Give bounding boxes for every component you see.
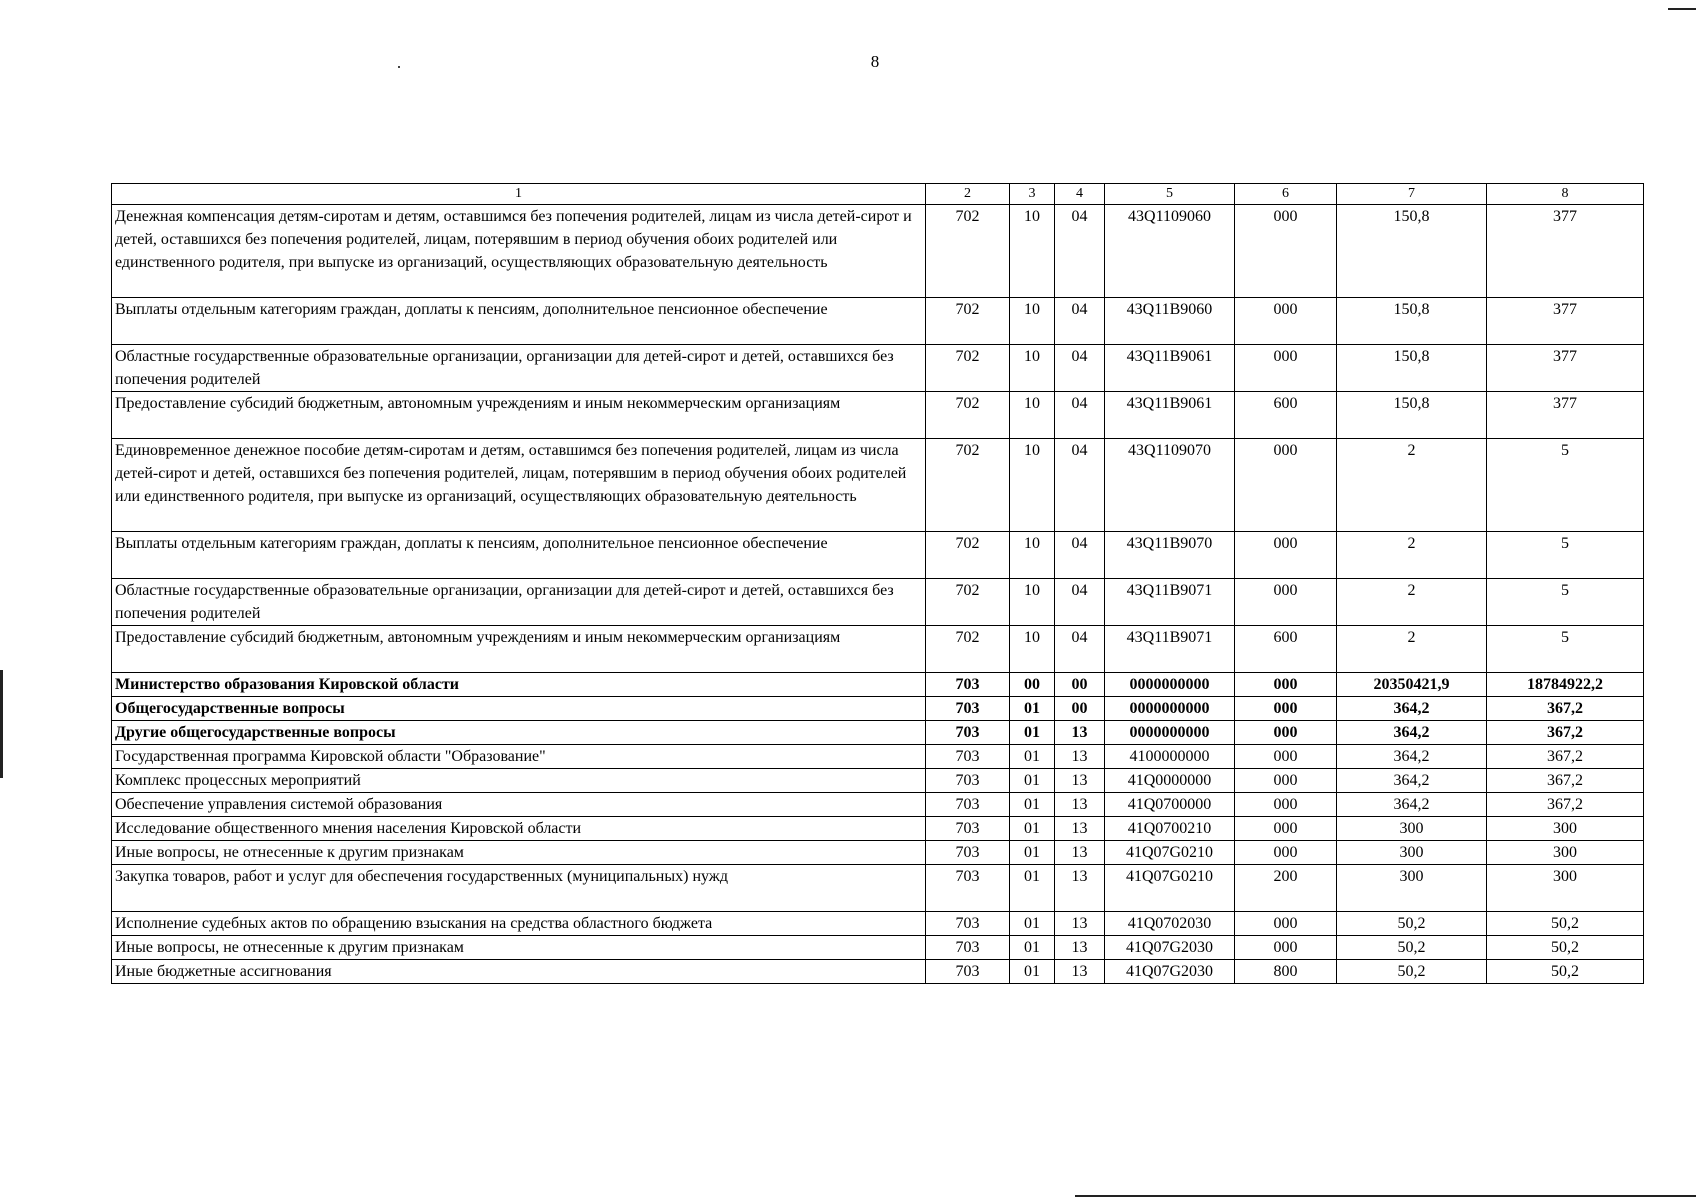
expense-type-cell: 000 (1235, 345, 1337, 392)
code-cell: 703 (926, 960, 1010, 984)
subsection-cell: 04 (1055, 579, 1105, 626)
row-name-cell: Государственная программа Кировской области "Образование" (112, 745, 926, 769)
amount-year2-cell: 300 (1487, 865, 1644, 912)
expense-type-cell: 000 (1235, 697, 1337, 721)
code-cell: 702 (926, 579, 1010, 626)
section-cell: 10 (1010, 205, 1055, 298)
amount-year1-cell: 300 (1337, 841, 1487, 865)
expense-type-cell: 000 (1235, 912, 1337, 936)
code-cell: 702 (926, 205, 1010, 298)
code-cell: 702 (926, 439, 1010, 532)
table-row (112, 936, 1644, 960)
table-row (112, 392, 1644, 439)
header-cell: 2 (926, 184, 1010, 205)
target-article-cell: 0000000000 (1105, 697, 1235, 721)
expense-type-cell: 000 (1235, 298, 1337, 345)
amount-year2-cell: 377 (1487, 298, 1644, 345)
target-article-cell: 41Q0700000 (1105, 793, 1235, 817)
target-article-cell: 43Q1109060 (1105, 205, 1235, 298)
table-row (112, 912, 1644, 936)
subsection-cell: 13 (1055, 721, 1105, 745)
table-row (112, 439, 1644, 532)
amount-year1-cell: 50,2 (1337, 960, 1487, 984)
target-article-cell: 41Q0000000 (1105, 769, 1235, 793)
subsection-cell: 04 (1055, 532, 1105, 579)
section-cell: 10 (1010, 532, 1055, 579)
code-cell: 703 (926, 793, 1010, 817)
amount-year1-cell: 50,2 (1337, 936, 1487, 960)
row-name-cell: Областные государственные образовательные организации, организации для детей-сирот и детей, оставшихся без попечения родителей (112, 345, 926, 392)
table-row (112, 673, 1644, 697)
subsection-cell: 13 (1055, 960, 1105, 984)
row-name-cell: Иные вопросы, не отнесенные к другим признакам (112, 936, 926, 960)
subsection-cell: 00 (1055, 697, 1105, 721)
amount-year1-cell: 2 (1337, 626, 1487, 673)
section-cell: 10 (1010, 298, 1055, 345)
table-row (112, 579, 1644, 626)
section-cell: 01 (1010, 817, 1055, 841)
code-cell: 703 (926, 912, 1010, 936)
section-cell: 10 (1010, 345, 1055, 392)
amount-year1-cell: 364,2 (1337, 721, 1487, 745)
amount-year2-cell: 367,2 (1487, 793, 1644, 817)
row-name-cell: Денежная компенсация детям-сиротам и детям, оставшимся без попечения родителей, лицам из числа детей-сирот и детей, оставшихся без попечения родителей, лицам, потерявшим в период обучения обоих родителей или единственного родителя, при выпуске из организаций, осуществляющих образовательную деятельность (112, 205, 926, 298)
target-article-cell: 0000000000 (1105, 673, 1235, 697)
row-name-cell: Исполнение судебных актов по обращению взыскания на средства областного бюджета (112, 912, 926, 936)
section-cell: 10 (1010, 392, 1055, 439)
subsection-cell: 04 (1055, 205, 1105, 298)
subsection-cell: 13 (1055, 769, 1105, 793)
scan-artifact-corner (1668, 0, 1696, 10)
amount-year2-cell: 50,2 (1487, 960, 1644, 984)
amount-year2-cell: 367,2 (1487, 697, 1644, 721)
target-article-cell: 41Q07G0210 (1105, 841, 1235, 865)
expense-type-cell: 000 (1235, 532, 1337, 579)
target-article-cell: 43Q11B9070 (1105, 532, 1235, 579)
table-row (112, 626, 1644, 673)
row-name-cell: Выплаты отдельным категориям граждан, доплаты к пенсиям, дополнительное пенсионное обеспечение (112, 298, 926, 345)
header-cell: 6 (1235, 184, 1337, 205)
amount-year1-cell: 300 (1337, 817, 1487, 841)
header-cell: 4 (1055, 184, 1105, 205)
table-row (112, 817, 1644, 841)
expense-type-cell: 000 (1235, 745, 1337, 769)
code-cell: 702 (926, 532, 1010, 579)
amount-year1-cell: 2 (1337, 579, 1487, 626)
target-article-cell: 41Q07G2030 (1105, 936, 1235, 960)
subsection-cell: 13 (1055, 745, 1105, 769)
section-cell: 01 (1010, 793, 1055, 817)
amount-year1-cell: 150,8 (1337, 345, 1487, 392)
amount-year2-cell: 300 (1487, 817, 1644, 841)
code-cell: 703 (926, 673, 1010, 697)
amount-year2-cell: 300 (1487, 841, 1644, 865)
expense-type-cell: 000 (1235, 721, 1337, 745)
code-cell: 703 (926, 865, 1010, 912)
row-name-cell: Министерство образования Кировской области (112, 673, 926, 697)
target-article-cell: 43Q11B9071 (1105, 626, 1235, 673)
section-cell: 01 (1010, 769, 1055, 793)
subsection-cell: 13 (1055, 841, 1105, 865)
amount-year1-cell: 300 (1337, 865, 1487, 912)
target-article-cell: 0000000000 (1105, 721, 1235, 745)
amount-year1-cell: 364,2 (1337, 745, 1487, 769)
budget-table (111, 183, 1644, 984)
target-article-cell: 41Q0702030 (1105, 912, 1235, 936)
amount-year2-cell: 5 (1487, 579, 1644, 626)
target-article-cell: 43Q11B9061 (1105, 345, 1235, 392)
expense-type-cell: 000 (1235, 793, 1337, 817)
section-cell: 10 (1010, 439, 1055, 532)
section-cell: 01 (1010, 721, 1055, 745)
section-cell: 01 (1010, 912, 1055, 936)
row-name-cell: Областные государственные образовательные организации, организации для детей-сирот и детей, оставшихся без попечения родителей (112, 579, 926, 626)
row-name-cell: Обеспечение управления системой образования (112, 793, 926, 817)
expense-type-cell: 000 (1235, 673, 1337, 697)
amount-year2-cell: 5 (1487, 626, 1644, 673)
subsection-cell: 13 (1055, 817, 1105, 841)
target-article-cell: 43Q11B9071 (1105, 579, 1235, 626)
amount-year1-cell: 150,8 (1337, 298, 1487, 345)
section-cell: 10 (1010, 579, 1055, 626)
table-body (112, 205, 1644, 984)
code-cell: 703 (926, 936, 1010, 960)
table-row (112, 345, 1644, 392)
target-article-cell: 43Q1109070 (1105, 439, 1235, 532)
subsection-cell: 04 (1055, 392, 1105, 439)
subsection-cell: 13 (1055, 912, 1105, 936)
table-row (112, 865, 1644, 912)
row-name-cell: Общегосударственные вопросы (112, 697, 926, 721)
subsection-cell: 13 (1055, 865, 1105, 912)
target-article-cell: 41Q07G2030 (1105, 960, 1235, 984)
code-cell: 702 (926, 626, 1010, 673)
amount-year2-cell: 50,2 (1487, 912, 1644, 936)
expense-type-cell: 600 (1235, 626, 1337, 673)
header-cell: 1 (112, 184, 926, 205)
header-cell: 7 (1337, 184, 1487, 205)
page-number: 8 (870, 52, 880, 71)
amount-year2-cell: 377 (1487, 345, 1644, 392)
target-article-cell: 4100000000 (1105, 745, 1235, 769)
expense-type-cell: 000 (1235, 205, 1337, 298)
expense-type-cell: 000 (1235, 936, 1337, 960)
amount-year2-cell: 377 (1487, 392, 1644, 439)
code-cell: 703 (926, 769, 1010, 793)
section-cell: 01 (1010, 841, 1055, 865)
row-name-cell: Закупка товаров, работ и услуг для обеспечения государственных (муниципальных) нужд (112, 865, 926, 912)
amount-year2-cell: 5 (1487, 439, 1644, 532)
expense-type-cell: 200 (1235, 865, 1337, 912)
amount-year1-cell: 364,2 (1337, 793, 1487, 817)
header-cell: 8 (1487, 184, 1644, 205)
section-cell: 01 (1010, 865, 1055, 912)
header-cell: 3 (1010, 184, 1055, 205)
amount-year2-cell: 367,2 (1487, 721, 1644, 745)
amount-year1-cell: 364,2 (1337, 697, 1487, 721)
section-cell: 01 (1010, 697, 1055, 721)
code-cell: 703 (926, 841, 1010, 865)
subsection-cell: 04 (1055, 345, 1105, 392)
amount-year1-cell: 50,2 (1337, 912, 1487, 936)
section-cell: 01 (1010, 745, 1055, 769)
amount-year1-cell: 2 (1337, 439, 1487, 532)
table-row (112, 841, 1644, 865)
header-cell: 5 (1105, 184, 1235, 205)
code-cell: 702 (926, 298, 1010, 345)
subsection-cell: 13 (1055, 936, 1105, 960)
row-name-cell: Иные бюджетные ассигнования (112, 960, 926, 984)
code-cell: 702 (926, 392, 1010, 439)
scan-artifact-left-edge (0, 670, 3, 778)
target-article-cell: 41Q07G0210 (1105, 865, 1235, 912)
subsection-cell: 13 (1055, 793, 1105, 817)
amount-year2-cell: 18784922,2 (1487, 673, 1644, 697)
scan-artifact-bottom-line (1075, 1195, 1696, 1197)
row-name-cell: Предоставление субсидий бюджетным, автономным учреждениям и иным некоммерческим организациям (112, 626, 926, 673)
expense-type-cell: 000 (1235, 817, 1337, 841)
section-cell: 01 (1010, 960, 1055, 984)
scan-artifact-dot (398, 66, 400, 68)
row-name-cell: Единовременное денежное пособие детям-сиротам и детям, оставшимся без попечения родителей, лицам из числа детей-сирот и детей, оставшихся без попечения родителей, лицам, потерявшим в период обучения обоих родителей или единственного родителя, при выпуске из организаций, осуществляющих образовательную деятельность (112, 439, 926, 532)
amount-year1-cell: 364,2 (1337, 769, 1487, 793)
target-article-cell: 43Q11B9061 (1105, 392, 1235, 439)
target-article-cell: 43Q11B9060 (1105, 298, 1235, 345)
subsection-cell: 04 (1055, 298, 1105, 345)
table-row (112, 697, 1644, 721)
table-row (112, 793, 1644, 817)
code-cell: 703 (926, 721, 1010, 745)
amount-year2-cell: 5 (1487, 532, 1644, 579)
table-row (112, 960, 1644, 984)
expense-type-cell: 600 (1235, 392, 1337, 439)
amount-year2-cell: 377 (1487, 205, 1644, 298)
row-name-cell: Исследование общественного мнения населения Кировской области (112, 817, 926, 841)
row-name-cell: Комплекс процессных мероприятий (112, 769, 926, 793)
amount-year1-cell: 2 (1337, 532, 1487, 579)
subsection-cell: 04 (1055, 626, 1105, 673)
table-row (112, 745, 1644, 769)
section-cell: 01 (1010, 936, 1055, 960)
code-cell: 702 (926, 345, 1010, 392)
table-row (112, 298, 1644, 345)
code-cell: 703 (926, 817, 1010, 841)
target-article-cell: 41Q0700210 (1105, 817, 1235, 841)
subsection-cell: 04 (1055, 439, 1105, 532)
table-row (112, 721, 1644, 745)
subsection-cell: 00 (1055, 673, 1105, 697)
amount-year2-cell: 50,2 (1487, 936, 1644, 960)
expense-type-cell: 000 (1235, 769, 1337, 793)
expense-type-cell: 800 (1235, 960, 1337, 984)
code-cell: 703 (926, 745, 1010, 769)
amount-year1-cell: 150,8 (1337, 392, 1487, 439)
row-name-cell: Предоставление субсидий бюджетным, автономным учреждениям и иным некоммерческим организациям (112, 392, 926, 439)
code-cell: 703 (926, 697, 1010, 721)
section-cell: 10 (1010, 626, 1055, 673)
expense-type-cell: 000 (1235, 579, 1337, 626)
expense-type-cell: 000 (1235, 841, 1337, 865)
expense-type-cell: 000 (1235, 439, 1337, 532)
amount-year1-cell: 20350421,9 (1337, 673, 1487, 697)
table-row (112, 769, 1644, 793)
row-name-cell: Другие общегосударственные вопросы (112, 721, 926, 745)
table-row (112, 532, 1644, 579)
section-cell: 00 (1010, 673, 1055, 697)
amount-year1-cell: 150,8 (1337, 205, 1487, 298)
amount-year2-cell: 367,2 (1487, 769, 1644, 793)
row-name-cell: Выплаты отдельным категориям граждан, доплаты к пенсиям, дополнительное пенсионное обеспечение (112, 532, 926, 579)
table-row (112, 205, 1644, 298)
row-name-cell: Иные вопросы, не отнесенные к другим признакам (112, 841, 926, 865)
header-row (112, 184, 1644, 205)
amount-year2-cell: 367,2 (1487, 745, 1644, 769)
